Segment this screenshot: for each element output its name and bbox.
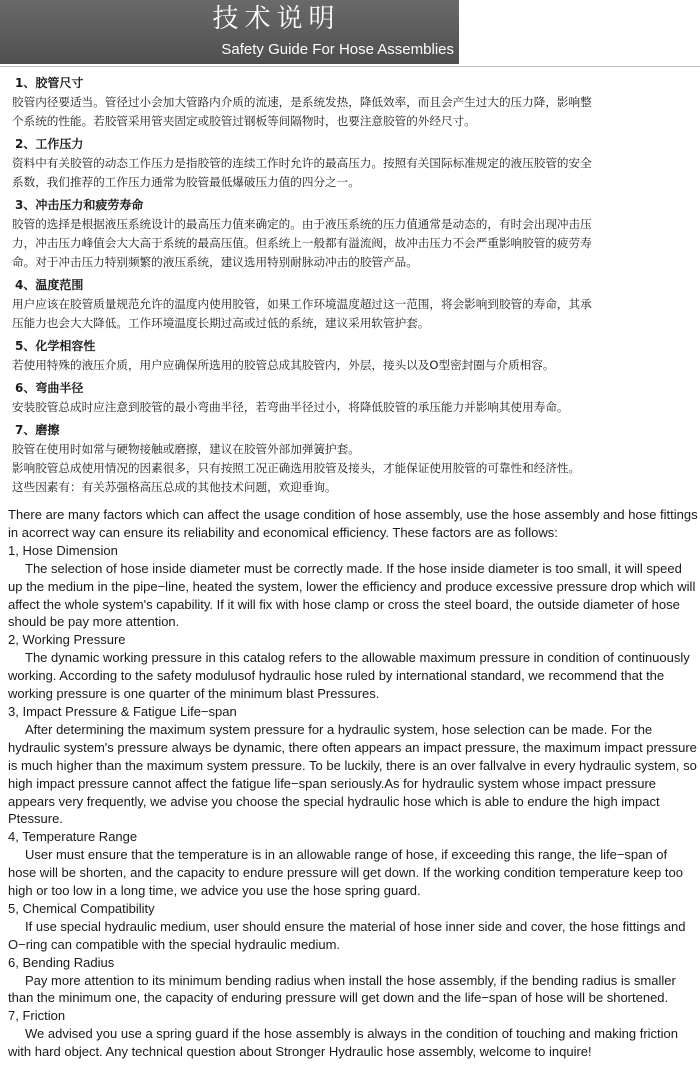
page-title: 技术说明 — [212, 4, 341, 34]
cn-section-heading: 6、弯曲半径 — [15, 381, 84, 395]
cn-section-chemical — [12, 337, 692, 375]
cn-section-body — [12, 215, 692, 272]
cn-section-heading: 1、胶管尺寸 — [15, 76, 84, 90]
cn-section-working-pressure — [12, 135, 692, 192]
cn-section-body — [12, 398, 692, 417]
en-section-temperature-range — [8, 828, 698, 900]
chinese-guide — [12, 74, 692, 501]
en-section-heading: 2, Working Pressure — [8, 632, 126, 648]
cn-line: 胶管在使用时如常与硬物接触或磨擦，建议在胶管外部加弹簧护套。 — [12, 442, 360, 456]
cn-section-temperature — [12, 276, 692, 333]
cn-section-hose-size — [12, 74, 692, 131]
en-section-heading: 5, Chemical Compatibility — [8, 900, 155, 916]
en-section-chemical-compatibility — [8, 900, 698, 954]
en-section-heading: 3, Impact Pressure & Fatigue Life−span — [8, 703, 237, 719]
en-section-friction — [8, 1007, 698, 1061]
en-section-body: The dynamic working pressure in this catalog refers to the allowable maximum pressure in condition of continuously working. According to the safety modulusof hydraulic hose ruled by international standard, we recommend that the working pressure is one quarter of the minimum blast Pressures. — [8, 650, 690, 702]
cn-section-body — [12, 295, 692, 333]
en-section-impact-pressure — [8, 703, 698, 828]
english-guide — [8, 506, 698, 1061]
en-section-body: User must ensure that the temperature is in an allowable range of hose, if exceeding this range, the life−span of hose will be shorten, and the capacity to endure pressure will get down. If the working condition temperature keep too high or too low in a long time, we advice you use the hose spring guard. — [8, 847, 683, 899]
cn-section-body — [12, 154, 692, 192]
cn-section-heading: 2、工作压力 — [15, 137, 84, 151]
en-section-working-pressure — [8, 631, 698, 703]
cn-line: 安装胶管总成时应注意到胶管的最小弯曲半径，若弯曲半径过小，将降低胶管的承压能力并影响其使用寿命。 — [12, 400, 569, 414]
cn-line: 用户应该在胶管质量规范允许的温度内使用胶管，如果工作环境温度超过这一范围，将会影响到胶管的寿命，其承 — [12, 297, 592, 311]
cn-section-heading: 3、冲击压力和疲劳寿命 — [15, 198, 144, 212]
en-section-heading: 4, Temperature Range — [8, 829, 138, 845]
cn-section-heading: 4、温度范围 — [15, 278, 84, 292]
en-section-body: The selection of hose inside diameter must be correctly made. If the hose inside diameter is too small, it will speed up the medium in the pipe−line, heated the system, lower the efficiency and produce excessive pressure drop which will affect the whole system's capability. If it will fix with hose clamp or cross the steel board, the outside diameter of hose should be pay more attention. — [8, 560, 696, 630]
cn-line: 力，冲击压力峰值会大大高于系统的最高压值。但系统上一般都有溢流阀，故冲击压力不会严重影响胶管的疲劳寿 — [12, 236, 592, 250]
cn-section-friction — [12, 421, 692, 497]
cn-line: 个系统的性能。若胶管采用管夹固定或胶管过钢板等间隔物时，也要注意胶管的外经尺寸。 — [12, 114, 476, 128]
cn-section-heading: 7、磨擦 — [15, 423, 60, 437]
cn-line: 命。对于冲击压力特别频繁的液压系统，建议选用特别耐脉动冲击的胶管产品。 — [12, 255, 418, 269]
en-section-hose-dimension — [8, 542, 698, 632]
cn-line: 压能力也会大大降低。工作环境温度长期过高或过低的系统，建议采用软管护套。 — [12, 316, 430, 330]
cn-line: 资料中有关胶管的动态工作压力是指胶管的连续工作时允许的最高压力。按照有关国际标准规定的液压胶管的安全 — [12, 156, 592, 170]
cn-section-body — [12, 440, 692, 497]
en-section-bending-radius — [8, 954, 698, 1008]
en-section-heading: 1, Hose Dimension — [8, 542, 118, 558]
en-section-body: After determining the maximum system pressure for a hydraulic system, hose selection can be made. For the hydraulic system's pressure always be dynamic, there often appears an impact pressure, the maximum impact pressure is much higher than the maximum system pressure. To be luckily, there is an over fallvalve in every hydraulic system, so high impact pressure cannot affect the fatigue life−span seriously.As for hydraulic system whose impact pressure appears very frequently, we advise you choose the special hydraulic hose which is able to endure the high impact Ptessure. — [8, 721, 697, 827]
cn-line: 胶管的选择是根据液压系统设计的最高压力值来确定的。由于液压系统的压力值通常是动态的，有时会出现冲击压 — [12, 217, 592, 231]
cn-line: 胶管内径要适当。管径过小会加大管路内介质的流速，是系统发热，降低效率，而且会产生过大的压力降，影响整 — [12, 95, 592, 109]
cn-line: 若使用特殊的液压介质，用户应确保所选用的胶管总成其胶管内，外层，接头以及O型密封圈与介质相容。 — [12, 358, 555, 372]
header-divider — [0, 66, 700, 67]
en-section-heading: 6, Bending Radius — [8, 954, 115, 970]
page-subtitle: Safety Guide For Hose Assemblies — [221, 41, 454, 58]
cn-section-bending — [12, 379, 692, 417]
en-section-body: We advised you use a spring guard if the hose assembly is always in the condition of touching and making friction with hard object. Any technical question about Stronger Hydraulic hose assembly, welcome to inquire! — [8, 1026, 679, 1060]
en-section-heading: 7, Friction — [8, 1008, 66, 1024]
en-section-body: Pay more attention to its minimum bending radius when install the hose assembly, if the bending radius is smaller than the minimum one, the capacity of enduring pressure will get down and the life−span of hose will be shortened. — [8, 972, 676, 1006]
cn-section-body — [12, 356, 692, 375]
cn-section-impact-pressure — [12, 196, 692, 272]
cn-line: 系数，我们推荐的工作压力通常为胶管最低爆破压力值的四分之一。 — [12, 175, 360, 189]
cn-section-body — [12, 93, 692, 131]
cn-line: 这些因素有：有关苏强格高压总成的其他技术问题，欢迎垂询。 — [12, 480, 337, 494]
cn-line: 影响胶管总成使用情况的因素很多，只有按照工况正确选用胶管及接头，才能保证使用胶管的可靠性和经济性。 — [12, 461, 581, 475]
cn-section-heading: 5、化学相容性 — [15, 339, 96, 353]
en-section-body: If use special hydraulic medium, user should ensure the material of hose inner side and cover, the hose fittings and O−ring can compatible with the special hydraulic medium. — [8, 918, 686, 952]
en-intro: There are many factors which can affect the usage condition of hose assembly, use the hose assembly and hose fittings in acorrect way can ensure its reliability and economical efficiency. These factors are as follows: — [8, 507, 698, 540]
